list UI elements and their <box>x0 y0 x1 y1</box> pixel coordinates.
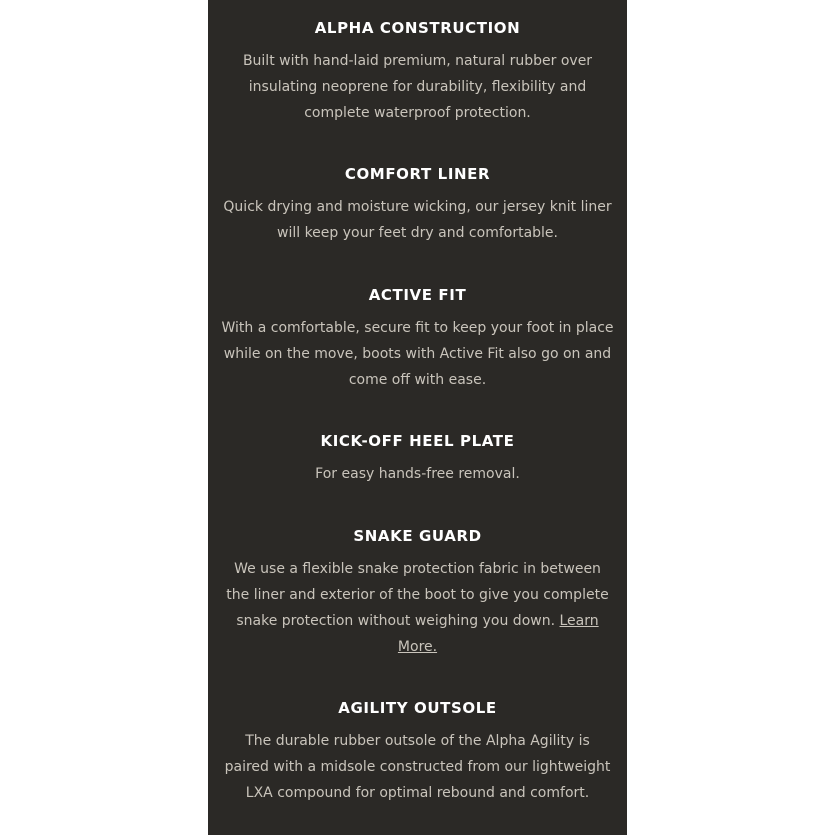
feature-title: ACTIVE FIT <box>368 286 467 304</box>
feature-title: COMFORT LINER <box>344 165 491 183</box>
feature-active-fit <box>208 285 627 393</box>
feature-title: SNAKE GUARD <box>353 527 482 545</box>
feature-title: KICK-OFF HEEL PLATE <box>320 432 515 450</box>
feature-alpha-construction <box>208 18 627 126</box>
feature-title: ALPHA CONSTRUCTION <box>314 19 521 37</box>
learn-more-link[interactable]: Learn More. <box>397 613 599 655</box>
feature-snake-guard <box>208 526 627 660</box>
feature-title: AGILITY OUTSOLE <box>338 699 497 717</box>
feature-agility-outsole <box>208 698 627 806</box>
feature-description: The durable rubber outsole of the Alpha Agility is paired with a midsole constructed from our lightweight LXA compound for optimal rebound and comfort. <box>224 733 611 801</box>
feature-description: Quick drying and moisture wicking, our jersey knit liner will keep your feet dry and comfortable. <box>223 199 612 241</box>
feature-description: With a comfortable, secure fit to keep your foot in place while on the move, boots with Active Fit also go on and come off with ease. <box>221 320 614 388</box>
feature-description: Built with hand-laid premium, natural rubber over insulating neoprene for durability, flexibility and complete waterproof protection. <box>242 53 593 121</box>
feature-kick-off-heel-plate <box>208 431 627 487</box>
feature-description <box>222 556 614 660</box>
features-panel <box>208 0 627 835</box>
feature-description: For easy hands-free removal. <box>315 466 520 482</box>
feature-description-text: We use a flexible snake protection fabric in between the liner and exterior of the boot to give you complete snake protection without weighing you down. <box>226 561 609 629</box>
feature-comfort-liner <box>208 164 627 246</box>
